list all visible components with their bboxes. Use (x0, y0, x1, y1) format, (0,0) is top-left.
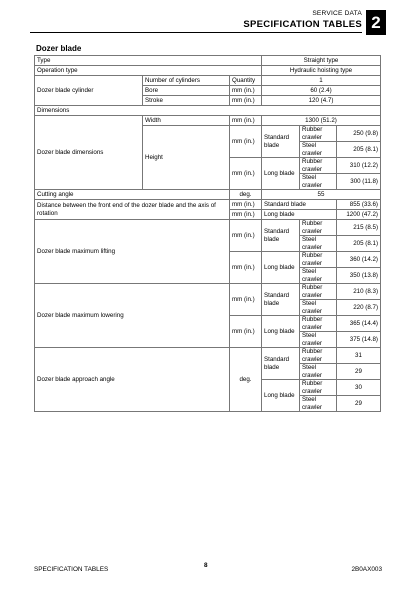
cell-blade: Long blade (262, 158, 300, 190)
cell-value: 120 (4.7) (262, 96, 381, 106)
cell-crawler: Rubber crawler (300, 316, 337, 332)
table-row (35, 106, 381, 116)
cell-blade: Standard blade (262, 348, 300, 380)
cell-label: Distance between the front end of the dozer blade and the axis of rotation (35, 200, 230, 220)
cell-crawler: Steel crawler (300, 300, 337, 316)
cell-value: 31 (337, 348, 381, 364)
cell-unit: mm (in.) (230, 210, 262, 220)
section-title: Dozer blade (36, 44, 82, 53)
header-service-data: SERVICE DATA (312, 10, 362, 17)
cell-value: 855 (33.6) (337, 200, 381, 210)
cell-crawler: Steel crawler (300, 142, 337, 158)
cell-blade: Long blade (262, 210, 337, 220)
cell-crawler: Rubber crawler (300, 252, 337, 268)
cell-unit: mm (in.) (230, 316, 262, 348)
table-row (35, 348, 381, 364)
cell-unit: mm (in.) (230, 220, 262, 252)
cell-crawler: Steel crawler (300, 174, 337, 190)
table-row (35, 56, 381, 66)
cell-blade: Long blade (262, 252, 300, 284)
cell-unit: mm (in.) (230, 116, 262, 126)
cell-sublabel: Number of cylinders (143, 76, 230, 86)
footer-page-number: 8 (204, 562, 208, 569)
cell-value: 210 (8.3) (337, 284, 381, 300)
cell-value: Hydraulic hoisting type (262, 66, 381, 76)
chapter-badge: 2 (366, 10, 386, 35)
cell-label: Cutting angle (35, 190, 230, 200)
cell-label: Dozer blade cylinder (35, 76, 143, 106)
cell-value: 1 (262, 76, 381, 86)
cell-label: Type (35, 56, 262, 66)
cell-label: Operation type (35, 66, 262, 76)
cell-crawler: Rubber crawler (300, 126, 337, 142)
cell-blade: Standard blade (262, 200, 337, 210)
cell-label: Dozer blade maximum lowering (35, 284, 230, 348)
cell-value: 250 (9.8) (337, 126, 381, 142)
cell-value: 215 (8.5) (337, 220, 381, 236)
cell-unit: mm (in.) (230, 86, 262, 96)
cell-unit: mm (in.) (230, 252, 262, 284)
table-row (35, 66, 381, 76)
cell-label: Dimensions (35, 106, 381, 116)
cell-value: 1200 (47.2) (337, 210, 381, 220)
cell-sublabel: Width (143, 116, 230, 126)
cell-unit: deg. (230, 190, 262, 200)
table-row (35, 76, 381, 86)
footer-section-name: SPECIFICATION TABLES (34, 566, 109, 573)
cell-crawler: Steel crawler (300, 332, 337, 348)
cell-unit: mm (in.) (230, 126, 262, 158)
cell-blade: Long blade (262, 316, 300, 348)
cell-value: 205 (8.1) (337, 236, 381, 252)
cell-sublabel: Bore (143, 86, 230, 96)
cell-value: 1300 (51.2) (262, 116, 381, 126)
cell-unit: mm (in.) (230, 200, 262, 210)
cell-crawler: Steel crawler (300, 364, 337, 380)
cell-unit: mm (in.) (230, 284, 262, 316)
cell-crawler: Rubber crawler (300, 284, 337, 300)
cell-value: 29 (337, 364, 381, 380)
cell-blade: Standard blade (262, 284, 300, 316)
cell-label: Dozer blade approach angle (35, 348, 230, 412)
cell-crawler: Rubber crawler (300, 220, 337, 236)
cell-value: 30 (337, 380, 381, 396)
cell-unit: Quantity (230, 76, 262, 86)
cell-value: 310 (12.2) (337, 158, 381, 174)
table-row (35, 220, 381, 236)
table-row (35, 116, 381, 126)
cell-blade: Long blade (262, 380, 300, 412)
cell-blade: Standard blade (262, 220, 300, 252)
cell-label: Dozer blade dimensions (35, 116, 143, 190)
cell-crawler: Steel crawler (300, 236, 337, 252)
footer-doc-code: 2B0AX003 (351, 566, 382, 573)
cell-crawler: Rubber crawler (300, 158, 337, 174)
table-row (35, 284, 381, 300)
cell-crawler: Rubber crawler (300, 348, 337, 364)
cell-value: 375 (14.8) (337, 332, 381, 348)
cell-value: 300 (11.8) (337, 174, 381, 190)
cell-value: 29 (337, 396, 381, 412)
cell-crawler: Steel crawler (300, 396, 337, 412)
spec-table (34, 55, 381, 412)
cell-unit: mm (in.) (230, 158, 262, 190)
cell-crawler: Rubber crawler (300, 380, 337, 396)
cell-value: 220 (8.7) (337, 300, 381, 316)
cell-value: 365 (14.4) (337, 316, 381, 332)
cell-value: 350 (13.8) (337, 268, 381, 284)
cell-label: Dozer blade maximum lifting (35, 220, 230, 284)
cell-unit: deg. (230, 348, 262, 412)
cell-value: 60 (2.4) (262, 86, 381, 96)
cell-value: 55 (262, 190, 381, 200)
cell-value: 205 (8.1) (337, 142, 381, 158)
header-rule (30, 32, 362, 33)
cell-blade: Standard blade (262, 126, 300, 158)
cell-crawler: Steel crawler (300, 268, 337, 284)
table-row (35, 190, 381, 200)
cell-unit: mm (in.) (230, 96, 262, 106)
cell-sublabel: Height (143, 126, 230, 190)
header-title: SPECIFICATION TABLES (243, 19, 362, 30)
cell-value: 360 (14.2) (337, 252, 381, 268)
cell-value: Straight type (262, 56, 381, 66)
cell-sublabel: Stroke (143, 96, 230, 106)
table-row (35, 200, 381, 210)
